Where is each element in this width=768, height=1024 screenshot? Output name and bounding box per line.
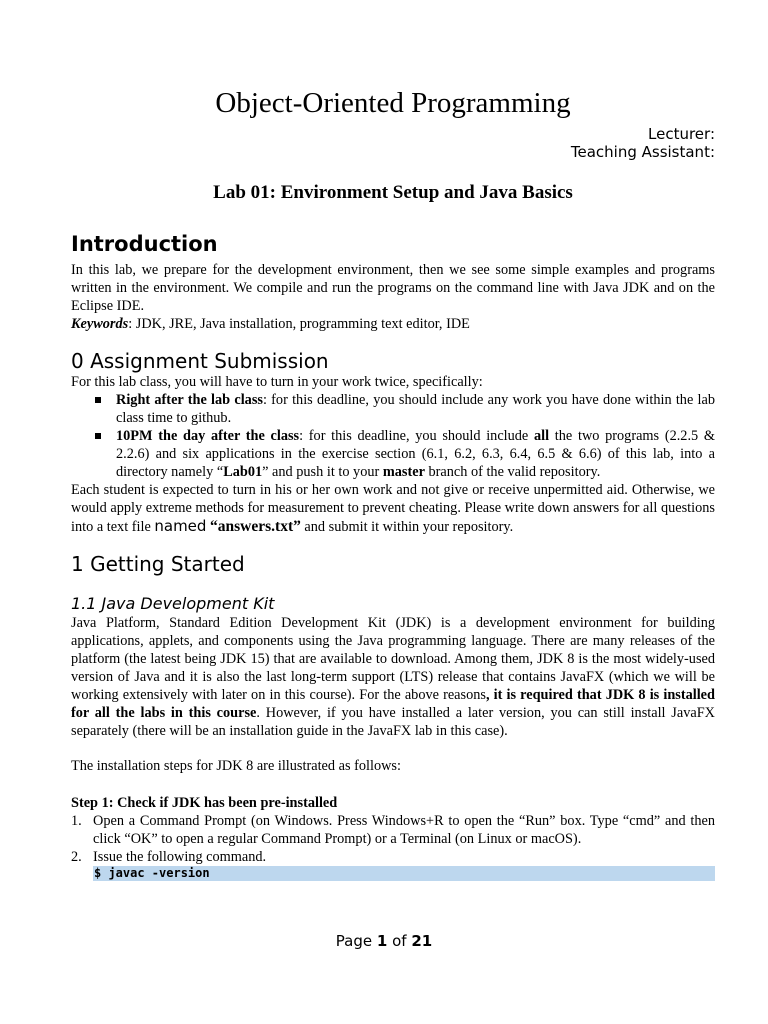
- total-pages-number: 21: [411, 932, 433, 950]
- step-number: 1.: [71, 813, 82, 829]
- step-1-title: [71, 794, 715, 812]
- getting-started-heading: 1 Getting Started: [71, 552, 245, 576]
- integrity-text: and submit it within your repository.: [300, 519, 514, 535]
- course-title: Object-Oriented Programming: [215, 87, 571, 119]
- square-bullet-icon: [95, 433, 101, 439]
- page-word: Page: [335, 932, 377, 950]
- step-number: 2.: [71, 849, 82, 865]
- keywords-line: [71, 315, 715, 333]
- command-code-block: $ javac -version: [93, 866, 715, 881]
- current-page-number: 1: [376, 932, 388, 950]
- named-word: named: [154, 517, 207, 535]
- keywords-text: : JDK, JRE, Java installation, programming text editor, IDE: [128, 316, 470, 332]
- installation-intro: The installation steps for JDK 8 are illustrated as follows:: [71, 758, 401, 774]
- deadline-list: [71, 391, 715, 481]
- jdk-requirement: , it is required that JDK 8 is installed for all the labs in this course: [71, 687, 715, 721]
- deadline-2-text: the two programs (2.2.5 & 2.2.6) and six applications in the exercise section (6.1, 6.2, 6.3, 6.4, 6.5 & 6.6) of this lab, into a directory namely “: [116, 428, 715, 480]
- step-text: Issue the following command.: [93, 849, 267, 865]
- deadline-2-text: : for this deadline, you should include: [299, 428, 534, 444]
- keywords-label: Keywords: [71, 316, 129, 332]
- deadline-1-label: Right after the lab class: [116, 392, 263, 408]
- staff-block: [71, 125, 715, 161]
- jdk-paragraph: [71, 614, 715, 740]
- list-item: [71, 812, 715, 848]
- list-item: [95, 391, 715, 427]
- integrity-text: Each student is expected to turn in his or her own work and not give or receive unpermitted aid. Otherwise, we would apply extreme methods for measurement to prevent cheating. Please write down answers for all questions into a text file: [71, 482, 715, 535]
- integrity-paragraph: [71, 481, 715, 536]
- submission-intro: For this lab class, you will have to turn in your work twice, specifically:: [71, 374, 483, 390]
- step-1-title-text: Step 1: Check if JDK has been pre-installed: [71, 795, 338, 811]
- list-item: [71, 848, 715, 866]
- submission-heading: 0 Assignment Submission: [71, 349, 329, 373]
- emphasis-all: all: [534, 428, 550, 444]
- page-footer: [0, 932, 768, 950]
- lecturer-label: Lecturer:: [648, 125, 715, 143]
- lab-title: Lab 01: Environment Setup and Java Basics: [213, 182, 573, 203]
- teaching-assistant-label: Teaching Assistant:: [570, 143, 715, 161]
- answers-file-name: “answers.txt”: [210, 518, 301, 535]
- jdk-text: Java Platform, Standard Edition Development Kit (JDK) is a development environment for building applications, applets, and components using the Java programming language. There are many releases of the platform (the latest being JDK 15) that are available to download. Among them, JDK 8 is the most widely-used version of Java and it is also the last long-term support (LTS) release that contains JavaFX (which we will be working extensively with later on in this course). For the above reasons: [71, 615, 715, 703]
- step-text: Open a Command Prompt (on Windows. Press Windows+R to open the “Run” box. Type “cmd” and then click “OK” to open a regular Command Prompt) or a Terminal (on Linux or macOS).: [93, 813, 715, 847]
- branch-name: master: [382, 464, 425, 480]
- square-bullet-icon: [95, 397, 101, 403]
- deadline-2-label: 10PM the day after the class: [116, 428, 300, 444]
- directory-name: Lab01: [223, 464, 263, 480]
- of-word: of: [387, 932, 412, 950]
- deadline-2-text: branch of the valid repository.: [424, 464, 601, 480]
- page-content: [71, 80, 715, 881]
- jdk-text: . However, if you have installed a later version, you can still install JavaFX separately (there will be an installation guide in the JavaFX lab in this case).: [71, 705, 715, 739]
- jdk-subheading: 1.1 Java Development Kit: [71, 594, 275, 613]
- deadline-1-text: : for this deadline, you should include any work you have done within the lab class time to github.: [116, 392, 716, 426]
- introduction-heading: Introduction: [71, 232, 218, 256]
- deadline-2-text: ” and push it to your: [262, 464, 383, 480]
- introduction-paragraph: In this lab, we prepare for the development environment, then we see some simple examples and programs written in the environment. We compile and run the programs on the command line with Java JDK and on the Eclipse IDE.: [71, 262, 715, 314]
- list-item: [95, 427, 715, 481]
- step-list: [71, 812, 715, 866]
